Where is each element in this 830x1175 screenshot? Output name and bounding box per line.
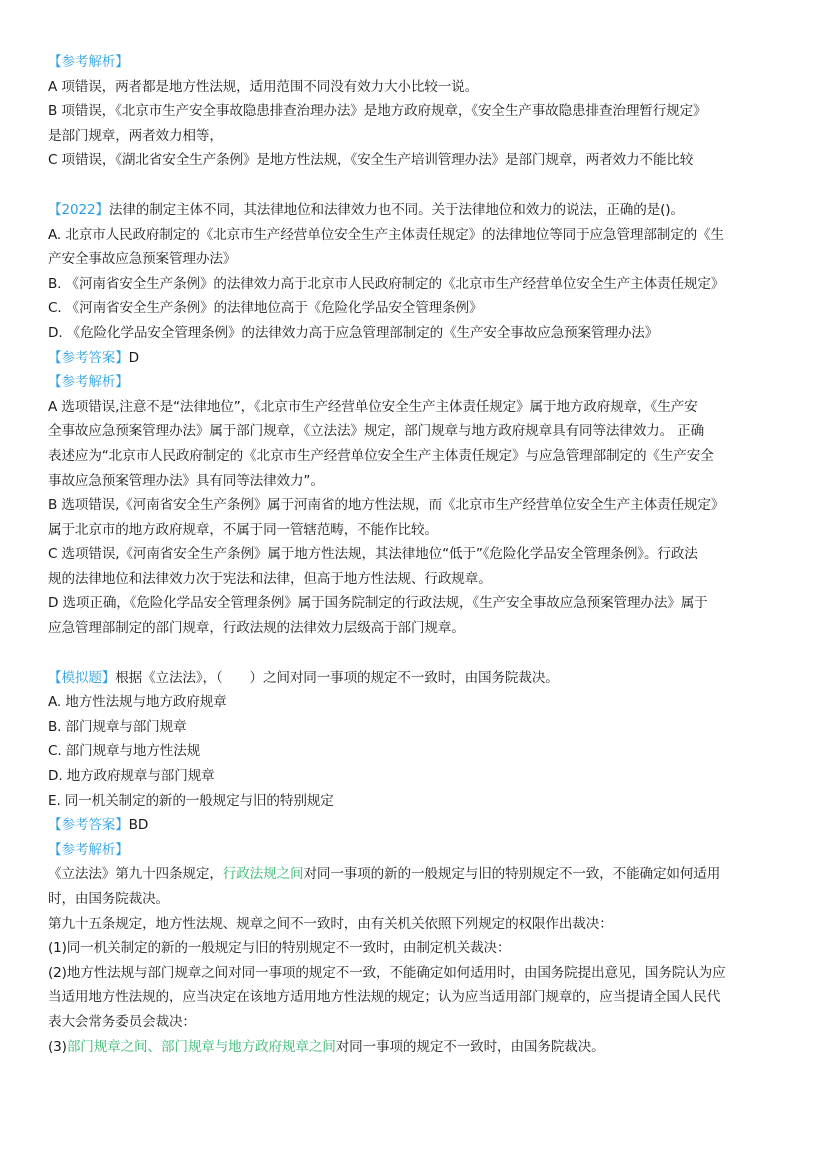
option-c: C. 《河南省安全生产条例》的法律地位高于《危险化学品安全管理条例》: [48, 300, 483, 317]
option-a-continued: 产安全事故应急预案管理办法》: [48, 251, 237, 268]
option-a: A. 北京市人民政府制定的《北京市生产经营单位安全生产主体责任规定》的法律地位等同于应急管理部制定的《生: [48, 226, 724, 243]
analysis-line: 当适用地方性法规的，应当决定在该地方适用地方性法规的规定；认为应当适用部门规章的，应当提请全国人民代: [48, 989, 721, 1006]
answer-line: [48, 813, 788, 838]
question-text: 法律的制定主体不同，其法律地位和法律效力也不同。关于法律地位和效力的说法，正确的是()。: [108, 201, 684, 218]
analysis-line: B 选项错误,《河南省安全生产条例》属于河南省的地方性法规，而《北京市生产经营单位安全生产主体责任规定》: [48, 497, 725, 514]
section-gap: [48, 173, 788, 198]
answer-line: [48, 346, 788, 371]
option-a: A. 地方性法规与地方政府规章: [48, 694, 227, 711]
option-e: E. 同一机关制定的新的一般规定与旧的特别规定: [48, 792, 334, 809]
mock-question: [48, 666, 788, 1060]
analysis-line: 第九十五条规定，地方性法规、规章之间不一致时，由有关机关依照下列规定的权限作出裁决：: [48, 915, 613, 932]
text-segment: 对同一事项的新的一般规定与旧的特别规定不一致，不能确定如何适用: [303, 866, 721, 883]
answer-value: D: [128, 349, 139, 366]
option-d: D. 地方政府规章与部门规章: [48, 768, 215, 785]
highlighted-text: 行政法规之间: [222, 866, 304, 883]
text-segment: 《立法法》第九十四条规定，: [48, 866, 223, 883]
analysis-line: [48, 1035, 788, 1060]
question-2022: [48, 198, 788, 641]
mock-tag: 【模拟题】: [48, 669, 116, 686]
analysis-line: (2)地方性法规与部门规章之间对同一事项的规定不一致，不能确定如何适用时，由国务院提出意见，国务院认为应: [48, 964, 726, 981]
analysis-label: 【参考解析】: [48, 374, 129, 391]
option-d: D. 《危险化学品安全管理条例》的法律效力高于应急管理部制定的《生产安全事故应急预案管理办法》: [48, 324, 659, 341]
analysis-line: 表述应为“北京市人民政府制定的《北京市生产经营单位安全生产主体责任规定》与应急管理部制定的《生产安全: [48, 447, 714, 464]
analysis-label: 【参考解析】: [48, 841, 129, 858]
analysis-line: 是部门规章，两者效力相等，: [48, 127, 223, 144]
analysis-line: (1)同一机关制定的新的一般规定与旧的特别规定不一致时，由制定机关裁决：: [48, 940, 511, 957]
highlighted-separator: 、: [147, 1038, 161, 1055]
year-tag: 【2022】: [48, 201, 109, 218]
answer-label: 【参考答案】: [48, 349, 129, 366]
analysis-line: 时，由国务院裁决。: [48, 891, 169, 907]
analysis-line: C 选项错误,《河南省安全生产条例》属于地方性法规，其法律地位“低于”《危险化学品安全管理条例》。行政法: [48, 546, 698, 563]
option-c: C. 部门规章与地方性法规: [48, 743, 201, 760]
analysis-line: 事故应急预案管理办法》具有同等法律效力”。: [48, 472, 324, 489]
option-b: B. 《河南省安全生产条例》的法律效力高于北京市人民政府制定的《北京市生产经营单位安全生产主体责任规定》: [48, 275, 725, 292]
analysis-line: A 项错误，两者都是地方性法规，适用范围不同没有效力大小比较一说。: [48, 78, 479, 95]
analysis-line: 表大会常务委员会裁决：: [48, 1013, 196, 1030]
analysis-line: C 项错误，《湖北省安全生产条例》是地方性法规，《安全生产培训管理办法》是部门规章，两者效力不能比较: [48, 152, 694, 169]
question-stem: [48, 666, 788, 691]
option-b: B. 部门规章与部门规章: [48, 718, 187, 735]
analysis-line: B 项错误，《北京市生产安全事故隐患排查治理办法》是地方政府规章，《安全生产事故隐患排查治理暂行规定》: [48, 103, 707, 120]
analysis-line: A 选项错误,注意不是“法律地位”，《北京市生产经营单位安全生产主体责任规定》属于地方政府规章，《生产安: [48, 398, 698, 415]
analysis-label: 【参考解析】: [48, 54, 129, 70]
answer-label: 【参考答案】: [48, 817, 129, 834]
analysis-line: [48, 862, 788, 887]
analysis-line: 规的法律地位和法律效力次于宪法和法律，但高于地方性法规、行政规章。: [48, 570, 492, 587]
previous-analysis-section: [48, 50, 788, 173]
highlighted-text: 部门规章之间: [66, 1038, 148, 1055]
question-text: 根据《立法法》，（ ）之间对同一事项的规定不一致时，由国务院裁决。: [115, 669, 559, 686]
text-segment: (3): [48, 1038, 67, 1055]
analysis-line: 属于北京市的地方政府规章，不属于同一管辖范畴，不能作比较。: [48, 521, 438, 538]
highlighted-text: 部门规章与地方政府规章之间: [160, 1038, 336, 1055]
document-page: [48, 50, 788, 1059]
text-segment: 对同一事项的规定不一致时，由国务院裁决。: [335, 1038, 605, 1055]
analysis-line: D 选项正确，《危险化学品安全管理条例》属于国务院制定的行政法规，《生产安全事故应急预案管理办法》属于: [48, 595, 708, 612]
section-gap: [48, 641, 788, 666]
question-stem: [48, 198, 788, 223]
analysis-line: 全事故应急预案管理办法》属于部门规章，《立法法》规定，部门规章与地方政府规章具有同等法律效力。 正确: [48, 423, 705, 440]
answer-value: BD: [128, 817, 149, 834]
analysis-line: 应急管理部制定的部门规章，行政法规的法律效力层级高于部门规章。: [48, 620, 465, 637]
